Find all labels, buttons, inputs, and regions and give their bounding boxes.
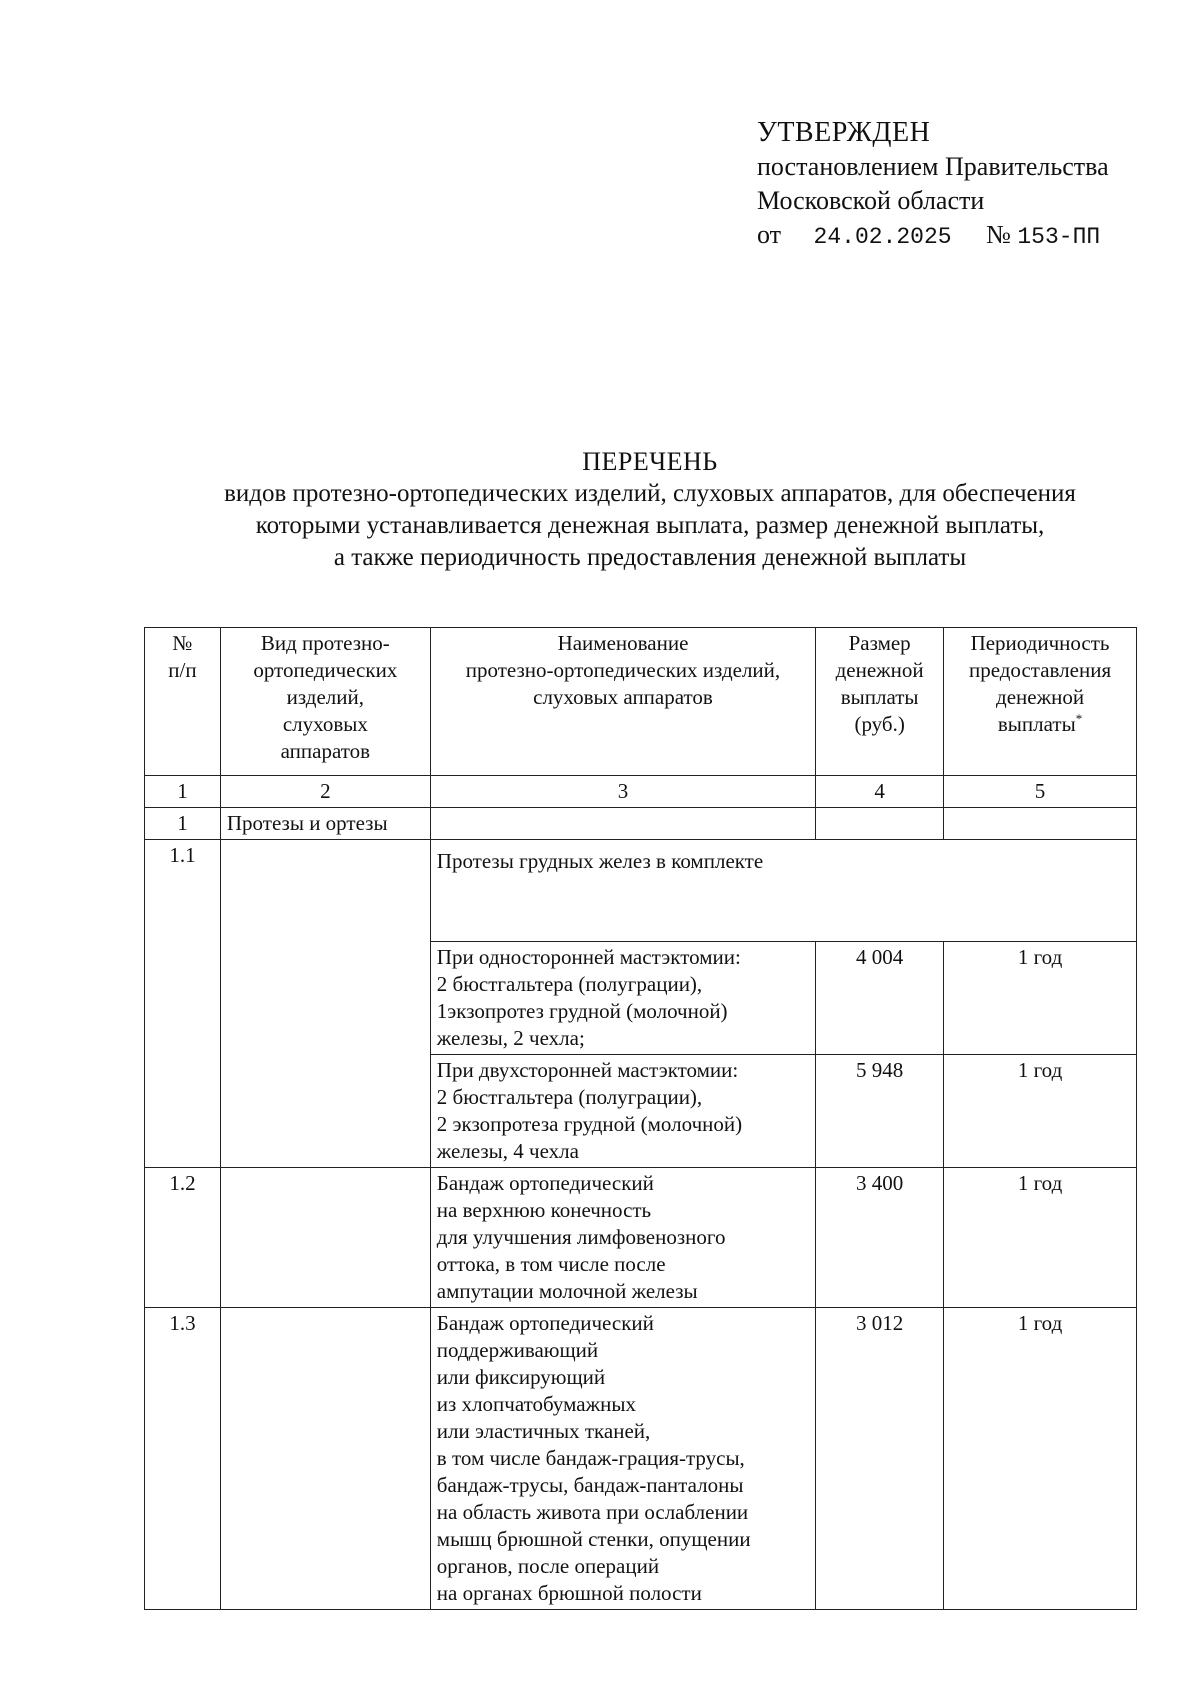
document-title: ПЕРЕЧЕНЬ (582, 447, 718, 476)
item-period: 1 год (944, 942, 1137, 1055)
item-period: 1 год (944, 1055, 1137, 1168)
item-amount: 3 400 (816, 1168, 944, 1308)
empty-cell (430, 808, 815, 840)
approval-date: 24.02.2025 (813, 224, 952, 250)
column-number: 5 (944, 776, 1137, 808)
item-title: Протезы грудных желез в комплекте (430, 840, 1136, 942)
section-number: 1 (145, 808, 221, 840)
section-name: Протезы и ортезы (220, 808, 430, 840)
benefits-table (144, 627, 1137, 1610)
header-type: Вид протезно- ортопедических изделий, слуховых аппаратов (220, 628, 430, 776)
heading-line-2: которыми устанавливается денежная выплата, размер денежной выплаты, (255, 512, 1045, 539)
empty-cell (944, 808, 1137, 840)
section-row (145, 808, 1137, 840)
table-header-row (145, 628, 1137, 776)
header-amount: Размер денежной выплаты (руб.) (816, 628, 944, 776)
column-number: 4 (816, 776, 944, 808)
approval-number-sign: № (986, 220, 1011, 249)
approval-from-label: от (757, 220, 782, 249)
row-number: 1.1 (145, 840, 221, 1168)
approval-number: 153-ПП (1017, 224, 1101, 250)
header-number: № п/п (145, 628, 221, 776)
header-period: Периодичность предоставления денежной выплаты* (944, 628, 1137, 776)
item-description: Бандаж ортопедический на верхнюю конечность для улучшения лимфовенозного оттока, в том числе после ампутации молочной железы (430, 1168, 815, 1308)
approval-title: УТВЕРЖДЕН (757, 117, 931, 148)
item-description: При односторонней мастэктомии: 2 бюстгальтера (полуграции), 1экзопротез грудной (молочной) железы, 2 чехла; (430, 942, 815, 1055)
item-period: 1 год (944, 1168, 1137, 1308)
column-number-row (145, 776, 1137, 808)
header-name: Наименование протезно-ортопедических изделий, слуховых аппаратов (430, 628, 815, 776)
column-number: 2 (220, 776, 430, 808)
table-row (145, 840, 1137, 942)
column-number: 3 (430, 776, 815, 808)
heading-line-1: видов протезно-ортопедических изделий, слуховых аппаратов, для обеспечения (224, 480, 1076, 507)
table-row (145, 1168, 1137, 1308)
approval-block (757, 116, 1109, 254)
row-number: 1.2 (145, 1168, 221, 1308)
item-amount: 3 012 (816, 1308, 944, 1610)
empty-cell (816, 808, 944, 840)
empty-cell (220, 1168, 430, 1308)
table-row (145, 1308, 1137, 1610)
document-heading (150, 446, 1150, 574)
empty-cell (220, 840, 430, 1168)
row-number: 1.3 (145, 1308, 221, 1610)
heading-line-3: а также периодичность предоставления денежной выплаты (333, 544, 967, 571)
footnote-mark: * (1075, 711, 1083, 726)
item-amount: 5 948 (816, 1055, 944, 1168)
item-period: 1 год (944, 1308, 1137, 1610)
approval-date-line (757, 218, 1109, 254)
approval-line-1: постановлением Правительства (757, 152, 1109, 181)
item-amount: 4 004 (816, 942, 944, 1055)
item-description: При двухсторонней мастэктомии: 2 бюстгальтера (полуграции), 2 экзопротеза грудной (молочной) железы, 4 чехла (430, 1055, 815, 1168)
empty-cell (220, 1308, 430, 1610)
item-description: Бандаж ортопедический поддерживающий или фиксирующий из хлопчатобумажных или эластичных тканей, в том числе бандаж-грация-трусы, бандаж-трусы, бандаж-панталоны на область живота при ослаблении мышц брюшной стенки, опущении органов, после операций на органах брюшной полости (430, 1308, 815, 1610)
approval-line-2: Московской области (757, 186, 985, 215)
column-number: 1 (145, 776, 221, 808)
